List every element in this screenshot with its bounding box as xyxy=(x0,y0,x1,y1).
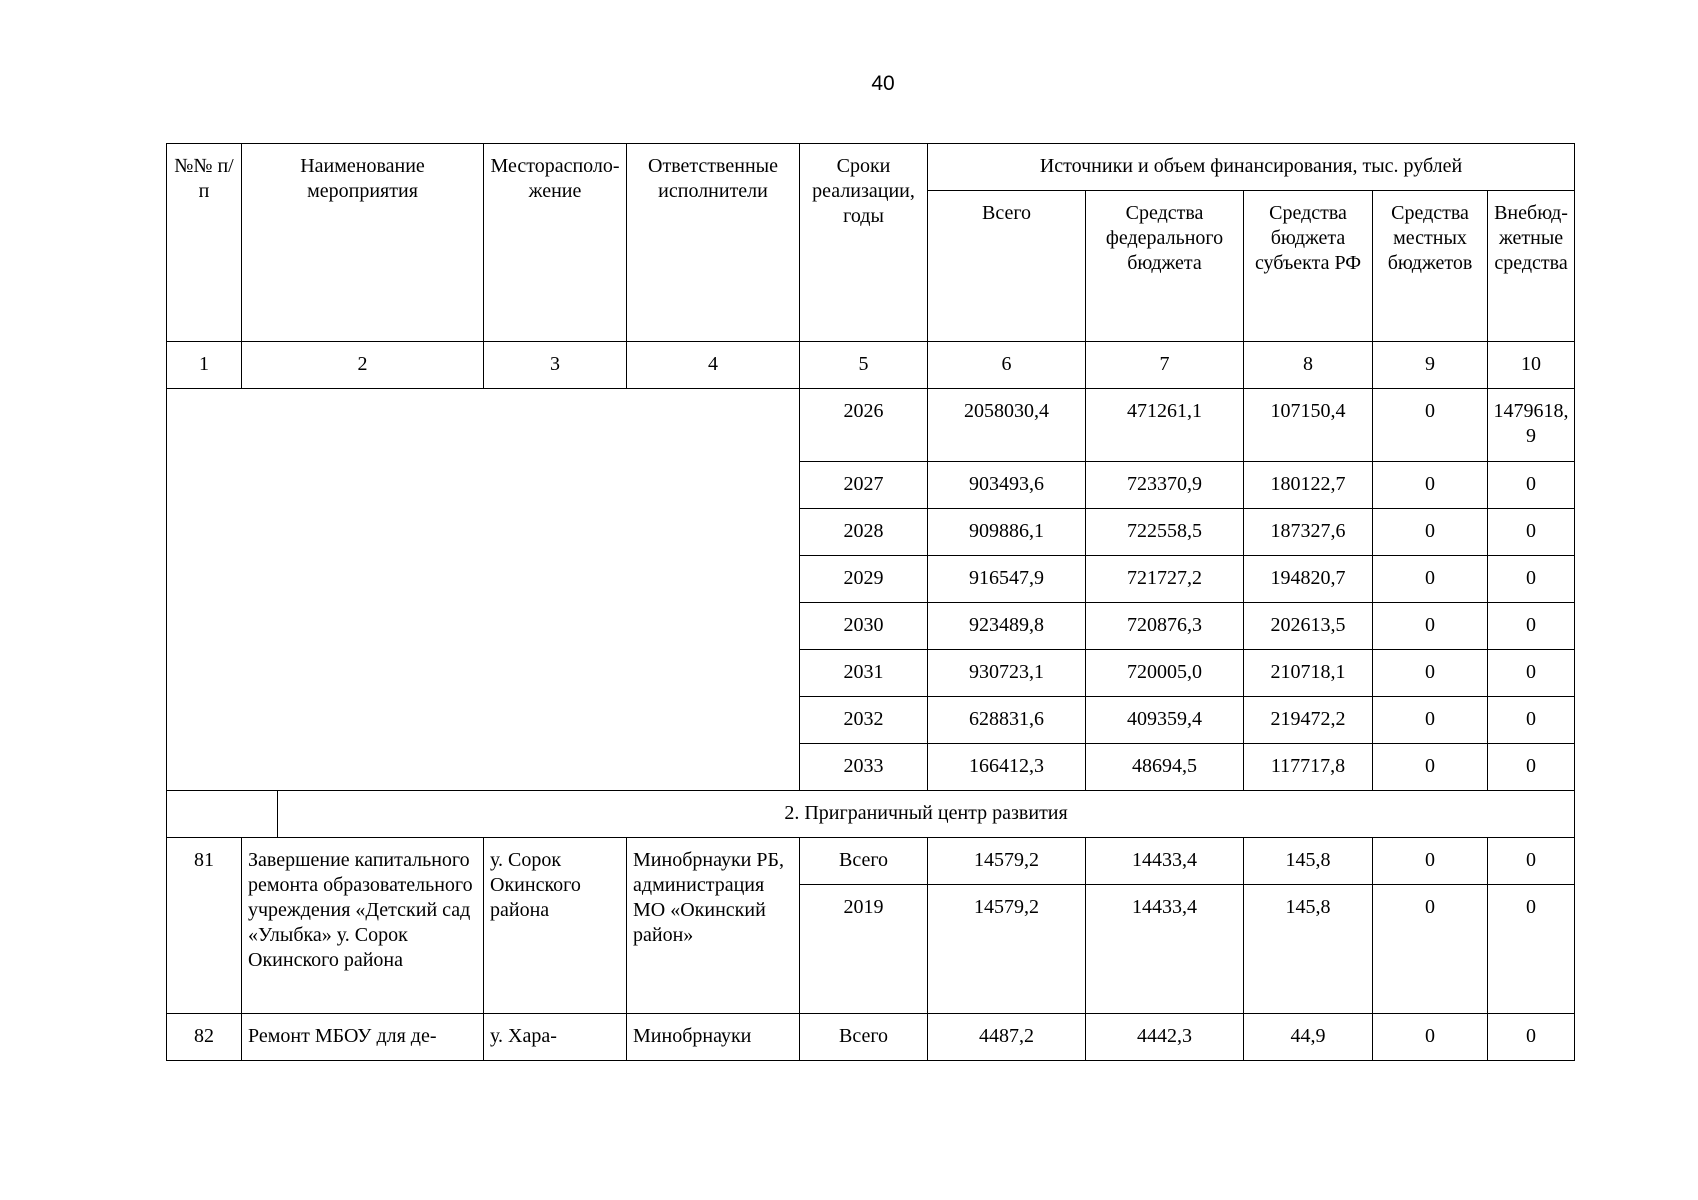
cell-extra: 0 xyxy=(1488,509,1575,556)
cell-year: 2026 xyxy=(800,389,928,462)
header-row xyxy=(167,144,1575,191)
cell-local: 0 xyxy=(1373,556,1488,603)
header-name: Наименование мероприятия xyxy=(242,144,484,342)
section-title: 2. Приграничный центр развития xyxy=(278,791,1575,838)
cell-year: 2030 xyxy=(800,603,928,650)
cell-local: 0 xyxy=(1373,603,1488,650)
cell-federal: 723370,9 xyxy=(1086,462,1244,509)
cell-total: 628831,6 xyxy=(928,697,1086,744)
cell-period: 2019 xyxy=(800,885,928,1014)
cell-extra: 0 xyxy=(1488,838,1575,885)
cell-year: 2031 xyxy=(800,650,928,697)
column-number: 10 xyxy=(1488,342,1575,389)
cell-extra: 0 xyxy=(1488,697,1575,744)
header-location: Месторасположение xyxy=(484,144,627,342)
cell-subject: 202613,5 xyxy=(1244,603,1373,650)
header-federal: Средства федерального бюджета xyxy=(1086,191,1244,342)
header-total: Всего xyxy=(928,191,1086,342)
header-period: Сроки реализации, годы xyxy=(800,144,928,342)
cell-year: 2029 xyxy=(800,556,928,603)
cell-federal: 14433,4 xyxy=(1086,885,1244,1014)
header-sources: Источники и объем финансирования, тыс. рублей xyxy=(928,144,1575,191)
cell-extra: 0 xyxy=(1488,462,1575,509)
cell-federal: 471261,1 xyxy=(1086,389,1244,462)
cell-total: 903493,6 xyxy=(928,462,1086,509)
column-number: 3 xyxy=(484,342,627,389)
cell-year: 2028 xyxy=(800,509,928,556)
cell-local: 0 xyxy=(1373,462,1488,509)
cell-extra: 0 xyxy=(1488,885,1575,1014)
cell-extra-value: 1479618,9 xyxy=(1493,400,1569,447)
column-number: 8 xyxy=(1244,342,1373,389)
cell-federal: 48694,5 xyxy=(1086,744,1244,791)
cell-name: Завершение капитального ремонта образовательного учреждения «Детский сад «Улыбка» у. Сорок Окинского района xyxy=(242,838,484,1014)
cell-total: 930723,1 xyxy=(928,650,1086,697)
cell-period: Всего xyxy=(800,1014,928,1061)
cell-name: Ремонт МБОУ для де- xyxy=(242,1014,484,1061)
cell-total: 14579,2 xyxy=(928,885,1086,1014)
cell-federal: 14433,4 xyxy=(1086,838,1244,885)
cell-extra: 0 xyxy=(1488,1014,1575,1061)
cell-subject: 187327,6 xyxy=(1244,509,1373,556)
cell-subject: 107150,4 xyxy=(1244,389,1373,462)
cell-location: у. Хара- xyxy=(484,1014,627,1061)
column-number: 7 xyxy=(1086,342,1244,389)
cell-period: Всего xyxy=(800,838,928,885)
cell-extra: 0 xyxy=(1488,603,1575,650)
cell-subject: 44,9 xyxy=(1244,1014,1373,1061)
cell-federal: 720876,3 xyxy=(1086,603,1244,650)
cell-subject: 145,8 xyxy=(1244,838,1373,885)
cell-year: 2033 xyxy=(800,744,928,791)
cell-total: 4487,2 xyxy=(928,1014,1086,1061)
column-number: 6 xyxy=(928,342,1086,389)
cell-subject: 219472,2 xyxy=(1244,697,1373,744)
page-number: 40 xyxy=(871,72,895,95)
cell-local: 0 xyxy=(1373,389,1488,462)
table-row xyxy=(167,1014,1575,1061)
cell-local: 0 xyxy=(1373,509,1488,556)
continued-empty-cell xyxy=(167,389,800,791)
cell-subject: 210718,1 xyxy=(1244,650,1373,697)
cell-year: 2032 xyxy=(800,697,928,744)
header-num: №№ п/п xyxy=(167,144,242,342)
section-empty-cell xyxy=(167,791,278,838)
cell-federal: 409359,4 xyxy=(1086,697,1244,744)
cell-local: 0 xyxy=(1373,838,1488,885)
cell-subject: 194820,7 xyxy=(1244,556,1373,603)
header-extra: Внебюджетные средства xyxy=(1488,191,1575,342)
cell-local: 0 xyxy=(1373,650,1488,697)
header-local: Средства местных бюджетов xyxy=(1373,191,1488,342)
cell-year: 2027 xyxy=(800,462,928,509)
cell-num: 81 xyxy=(167,838,242,1014)
cell-subject: 117717,8 xyxy=(1244,744,1373,791)
cell-federal: 4442,3 xyxy=(1086,1014,1244,1061)
cell-federal: 720005,0 xyxy=(1086,650,1244,697)
cell-local: 0 xyxy=(1373,697,1488,744)
cell-executors: Минобрнауки xyxy=(627,1014,800,1061)
cell-extra xyxy=(1488,389,1575,462)
cell-federal: 721727,2 xyxy=(1086,556,1244,603)
cell-total: 166412,3 xyxy=(928,744,1086,791)
cell-location: у. Сорок Окинского района xyxy=(484,838,627,1014)
cell-extra: 0 xyxy=(1488,556,1575,603)
column-numbers-row xyxy=(167,342,1575,389)
column-number: 1 xyxy=(167,342,242,389)
cell-extra: 0 xyxy=(1488,744,1575,791)
column-number: 4 xyxy=(627,342,800,389)
cell-extra: 0 xyxy=(1488,650,1575,697)
column-number: 5 xyxy=(800,342,928,389)
cell-local: 0 xyxy=(1373,1014,1488,1061)
cell-federal: 722558,5 xyxy=(1086,509,1244,556)
financing-table xyxy=(166,143,1575,1061)
cell-local: 0 xyxy=(1373,885,1488,1014)
table-row xyxy=(167,389,1575,462)
cell-total: 916547,9 xyxy=(928,556,1086,603)
cell-local: 0 xyxy=(1373,744,1488,791)
cell-num: 82 xyxy=(167,1014,242,1061)
cell-total: 2058030,4 xyxy=(928,389,1086,462)
cell-subject: 180122,7 xyxy=(1244,462,1373,509)
column-number: 2 xyxy=(242,342,484,389)
cell-total: 14579,2 xyxy=(928,838,1086,885)
cell-total: 923489,8 xyxy=(928,603,1086,650)
cell-subject: 145,8 xyxy=(1244,885,1373,1014)
header-executors: Ответственные исполнители xyxy=(627,144,800,342)
cell-executors: Минобрнауки РБ, администрация МО «Окинский район» xyxy=(627,838,800,1014)
column-number: 9 xyxy=(1373,342,1488,389)
table-row xyxy=(167,838,1575,885)
cell-total: 909886,1 xyxy=(928,509,1086,556)
section-row xyxy=(167,791,1575,838)
header-subject: Средства бюджета субъекта РФ xyxy=(1244,191,1373,342)
